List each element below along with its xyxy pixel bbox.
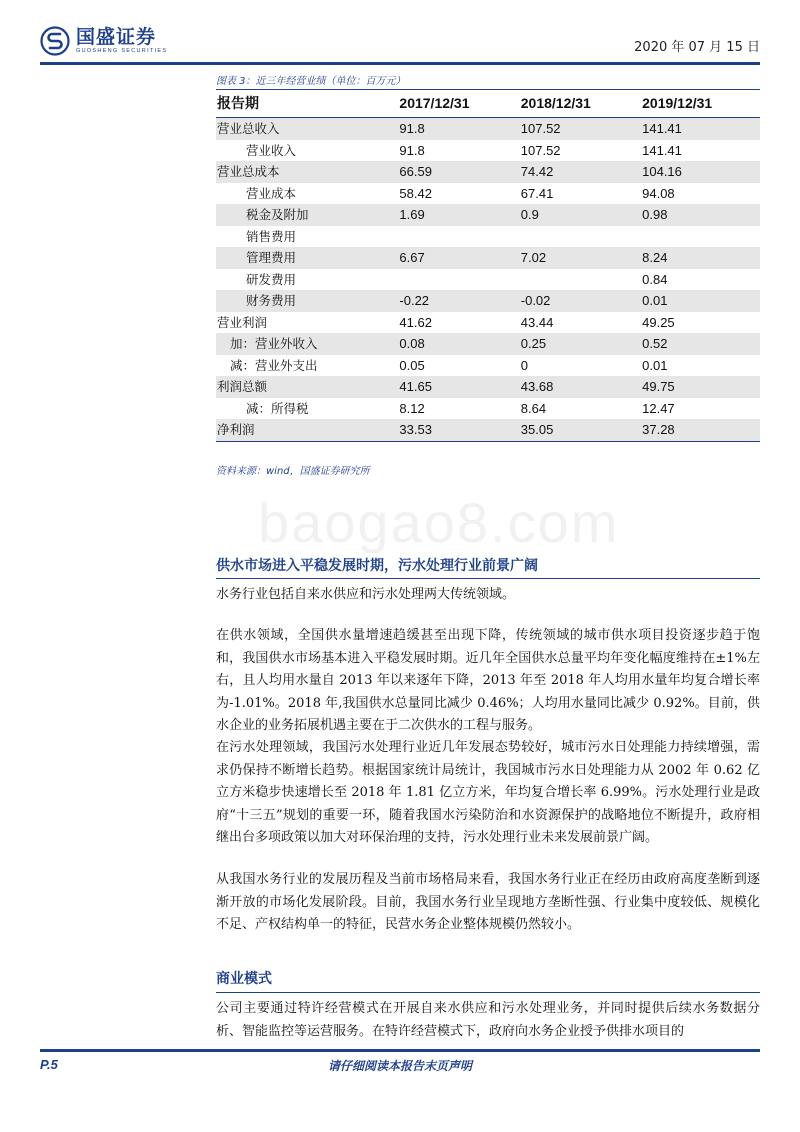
- row-label: 营业总成本: [217, 164, 280, 179]
- section-divider: [216, 992, 760, 993]
- table-cell: [399, 269, 520, 291]
- footer-divider: [40, 1049, 760, 1052]
- table-cell: [399, 226, 520, 248]
- row-label: 利润总额: [217, 379, 268, 394]
- table-cell: 8.24: [642, 250, 668, 265]
- table-cell: 0.01: [642, 357, 668, 373]
- section-title: 供水市场进入平稳发展时期，污水处理行业前景广阔: [216, 558, 538, 574]
- table-cell: 104.16: [642, 164, 682, 179]
- table-cell: 37.28: [642, 422, 675, 437]
- table-row: [216, 204, 760, 226]
- report-date: 2020 年 07 月 15 日: [634, 40, 760, 55]
- table-row: [216, 312, 760, 334]
- table-cell: 43.44: [520, 314, 554, 330]
- row-label: 营业成本: [246, 185, 297, 201]
- table-cell: 0.98: [642, 207, 668, 222]
- row-label: 减：所得税: [246, 400, 309, 416]
- table-cell: 41.62: [399, 314, 432, 330]
- paragraph: 在污水处理领域，我国污水处理行业近几年发展态势较好，城市污水日处理能力持续增强，需求仍保持不断增长趋势。根据国家统计局统计，我国城市污水日处理能力从 2002 年 0.62 亿立方米稳步快速增长至 2018 年 1.81 亿立方米，年均复合增长率 6.99%。污水处理行业是政府“十三五”规划的重要一环，随着我国水污染防治和水资源保护的战略地位不断提升，政府相继出台多项政策以加大对环保治理的支持，污水处理行业未来发展前景广阔。: [216, 740, 760, 845]
- table-cell: -0.22: [399, 293, 430, 308]
- company-logo: [40, 24, 167, 58]
- table-row: [216, 247, 760, 269]
- section-divider: [216, 578, 760, 579]
- table-cell: 91.8: [399, 142, 425, 158]
- paragraph: 在供水领域，全国供水量增速趋缓甚至出现下降，传统领域的城市供水项目投资逐步趋于饱和，我国供水市场基本进入平稳发展时期。近几年全国供水总量平均年变化幅度维持在±1%左右，且人均用水量自 2013 年以来逐年下降，2013 年至 2018 年人均用水量年均复合增长率为-1.01%。2018 年,我国供水总量同比减少 0.46%；人均用水量同比减少 0.92%。目前，供水企业的业务拓展机遇主要在于二次供水的工程与服务。: [216, 628, 760, 733]
- column-header: 2019/12/31: [642, 95, 713, 111]
- table-cell: 58.42: [399, 185, 432, 201]
- row-label: 税金及附加: [246, 207, 309, 222]
- paragraph: 从我国水务行业的发展历程及当前市场格局来看，我国水务行业正在经历由政府高度垄断到逐渐开放的市场化发展阶段。目前，我国水务行业呈现地方垄断性强、行业集中度较低、规模化不足、产权结构单一的特征，民营水务企业整体规模仍然较小。: [216, 872, 760, 932]
- row-label: 减：营业外支出: [230, 357, 318, 373]
- watermark: baogao8.com: [258, 491, 620, 554]
- table-cell: 41.65: [399, 379, 432, 394]
- footer-notice: 请仔细阅读本报告末页声明: [327, 1059, 472, 1073]
- table-cell: [521, 269, 642, 291]
- table-cell: 35.05: [520, 422, 554, 437]
- table-cell: 67.41: [520, 185, 554, 201]
- table-cell: [521, 226, 642, 248]
- row-label: 净利润: [217, 422, 255, 437]
- table-cell: 91.8: [399, 121, 425, 136]
- column-header: 2017/12/31: [399, 95, 470, 111]
- section-title: 商业模式: [216, 971, 272, 987]
- table-cell: [642, 226, 760, 248]
- table-cell: 107.52: [520, 142, 561, 158]
- financial-table: [216, 89, 760, 442]
- table-source: 资料来源：wind，国盛证券研究所: [216, 466, 370, 477]
- table-cell: 66.59: [399, 164, 432, 179]
- table-cell: 49.25: [642, 314, 675, 330]
- table-cell: 0.25: [520, 336, 547, 351]
- table-cell: 8.12: [399, 400, 425, 416]
- table-cell: 141.41: [642, 142, 682, 158]
- table-row: [216, 226, 760, 248]
- table-cell: 74.42: [520, 164, 554, 179]
- table-cell: 6.67: [399, 250, 425, 265]
- table-row: [216, 140, 760, 162]
- logo-icon: [40, 26, 70, 56]
- table-caption: 图表 3：近三年经营业绩（单位：百万元）: [216, 76, 406, 87]
- table-cell: 0.9: [520, 207, 539, 222]
- table-header-row: [216, 90, 760, 118]
- table-cell: 0.01: [642, 293, 668, 308]
- table-cell: 0.52: [642, 336, 668, 351]
- table-cell: 0: [520, 357, 528, 373]
- table-row: [216, 290, 760, 312]
- table-row: [216, 183, 760, 205]
- table-row: [216, 419, 760, 441]
- table-cell: 43.68: [520, 379, 554, 394]
- header-divider: [40, 62, 760, 65]
- paragraph: 水务行业包括自来水供应和污水处理两大传统领域。: [216, 587, 516, 602]
- table-cell: 49.75: [642, 379, 675, 394]
- logo-subtext: GUOSHENG SECURITIES: [76, 47, 168, 54]
- table-row: [216, 398, 760, 420]
- row-label: 营业收入: [246, 142, 297, 158]
- row-label: 研发费用: [246, 271, 297, 287]
- table-cell: 94.08: [642, 185, 675, 201]
- logo-text: 国盛证券: [76, 25, 157, 48]
- table-cell: 141.41: [642, 121, 682, 136]
- table-row: [216, 161, 760, 183]
- table-cell: 1.69: [399, 207, 425, 222]
- table-row: [216, 118, 760, 140]
- table-cell: 8.64: [520, 400, 547, 416]
- table-row: [216, 355, 760, 377]
- table-cell: 7.02: [520, 250, 547, 265]
- table-cell: 0.08: [399, 336, 425, 351]
- table-row: [216, 269, 760, 291]
- row-label: 营业利润: [217, 314, 268, 330]
- column-header: 报告期: [217, 95, 259, 111]
- page-number: P.5: [40, 1057, 58, 1072]
- table-cell: 0.84: [642, 271, 668, 287]
- table-cell: 0.05: [399, 357, 425, 373]
- table-row: [216, 333, 760, 355]
- row-label: 加：营业外收入: [230, 336, 318, 351]
- paragraph: 公司主要通过特许经营模式在开展自来水供应和污水处理业务，并同时提供后续水务数据分析、智能监控等运营服务。在特许经营模式下，政府向水务企业授予供排水项目的: [216, 1001, 760, 1039]
- row-label: 销售费用: [246, 228, 297, 244]
- row-label: 营业总收入: [217, 121, 280, 136]
- table-cell: 12.47: [642, 400, 675, 416]
- row-label: 管理费用: [246, 250, 297, 265]
- table-cell: 107.52: [520, 121, 561, 136]
- row-label: 财务费用: [246, 293, 297, 308]
- table-row: [216, 376, 760, 398]
- table-cell: -0.02: [520, 293, 551, 308]
- column-header: 2018/12/31: [520, 95, 591, 111]
- table-cell: 33.53: [399, 422, 432, 437]
